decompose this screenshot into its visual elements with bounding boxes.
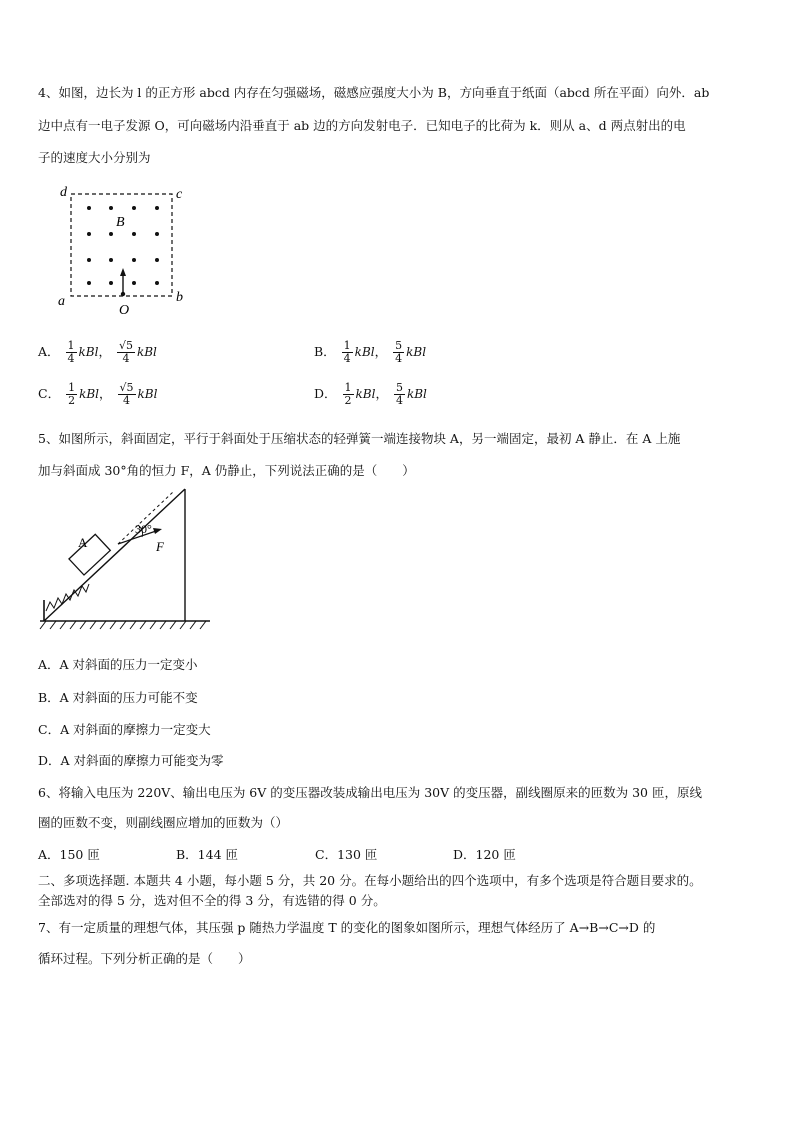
q6-stem-line-2: 圈的匝数不变，则副线圈应增加的匝数为（） (38, 815, 289, 830)
q4-label-d: d (60, 185, 67, 200)
q4-label-O: O (119, 303, 130, 318)
fraction: $\frac{1}{4}$ (343, 339, 351, 365)
q4-arrowhead (120, 268, 126, 276)
fraction: $\frac{√5}{4}$ (119, 381, 134, 407)
q6-stem-line-1: 6、将输入电压为 220V、输出电压为 6V 的变压器改装成输出电压为 30V 的变压器，副线圈原来的匝数为 30 匝，原线 (38, 785, 702, 800)
q4-option-d[interactable]: D． $\frac{1}{2}$ kBl， $\frac{5}{4}$ kBl (314, 381, 427, 407)
q5-dashed-incline-line (118, 492, 173, 544)
q7-stem-line-2: 循环过程。下列分析正确的是（ ） (38, 951, 251, 966)
q5-block-label: A (78, 535, 88, 550)
q7-stem-line-1: 7、有一定质量的理想气体，其压强 p 随热力学温度 T 的变化的图象如图所示，理想气体经历了 A→B→C→D 的 (38, 920, 656, 935)
q4-option-a[interactable]: A． $\frac{1}{4}$ kBl， $\frac{√5}{4}$ kBl (38, 339, 157, 365)
q5-option-a[interactable]: A．A 对斜面的压力一定变小 (38, 657, 198, 672)
q5-option-b[interactable]: B．A 对斜面的压力可能不变 (38, 690, 198, 705)
q5-incline-figure (38, 484, 216, 634)
q5-force-arrowhead (153, 528, 162, 534)
q6-option-a[interactable]: A．150 匝 (38, 847, 100, 862)
q5-option-d[interactable]: D．A 对斜面的摩擦力可能变为零 (38, 753, 224, 768)
q4-label-c: c (176, 187, 183, 202)
q4-label-b: b (176, 290, 183, 305)
q5-angle-label: 30° (135, 522, 152, 536)
option-label: D． (314, 386, 337, 401)
q6-option-b[interactable]: B．144 匝 (176, 847, 239, 862)
q5-stem-line-2: 加与斜面成 30°角的恒力 F，A 仍静止，下列说法正确的是（ ） (38, 463, 415, 478)
q4-label-B: B (116, 215, 125, 230)
fraction: $\frac{√5}{4}$ (118, 339, 133, 365)
q6-option-c[interactable]: C．130 匝 (315, 847, 378, 862)
q5-ground-hatch (40, 621, 206, 629)
q6-option-d[interactable]: D．120 匝 (453, 847, 516, 862)
fraction: $\frac{1}{2}$ (344, 381, 352, 407)
option-label: A． (38, 344, 60, 359)
q5-block-a (69, 534, 110, 575)
q5-force-label: F (156, 539, 164, 554)
q4-stem-line-2: 边中点有一电子发源 O，可向磁场内沿垂直于 ab 边的方向发射电子．已知电子的比荷为 k．则从 a、d 两点射出的电 (38, 118, 686, 133)
section-2-heading-line-2: 全部选对的得 5 分，选对但不全的得 3 分，有选错的得 0 分。 (38, 893, 386, 908)
option-label: B． (314, 344, 336, 359)
q5-spring (46, 584, 89, 611)
q5-stem-line-1: 5、如图所示，斜面固定，平行于斜面处于压缩状态的轻弹簧一端连接物块 A，另一端固定，最初 A 静止．在 A 上施 (38, 431, 681, 446)
q4-option-c[interactable]: C． $\frac{1}{2}$ kBl， $\frac{√5}{4}$ kBl (38, 381, 158, 407)
fraction: $\frac{1}{2}$ (68, 381, 76, 407)
q5-option-c[interactable]: C．A 对斜面的摩擦力一定变大 (38, 722, 211, 737)
q4-stem-line-1: 4、如图，边长为 l 的正方形 abcd 内存在匀强磁场，磁感应强度大小为 B，方向垂直于纸面（abcd 所在平面）向外．ab (38, 85, 710, 100)
fraction: $\frac{1}{4}$ (67, 339, 75, 365)
q4-option-b[interactable]: B． $\frac{1}{4}$ kBl， $\frac{5}{4}$ kBl (314, 339, 427, 365)
fraction: $\frac{5}{4}$ (395, 381, 403, 407)
section-2-heading-line-1: 二、多项选择题. 本题共 4 小题，每小题 5 分，共 20 分。在每小题给出的四个选项中，有多个选项是符合题目要求的。 (38, 873, 702, 888)
q5-incline-surface (44, 489, 185, 621)
q4-magnetic-field-figure (55, 183, 195, 318)
q4-stem-line-3: 子的速度大小分别为 (38, 150, 151, 165)
fraction: $\frac{5}{4}$ (395, 339, 403, 365)
option-label: C． (38, 386, 61, 401)
q4-label-a: a (58, 294, 65, 309)
